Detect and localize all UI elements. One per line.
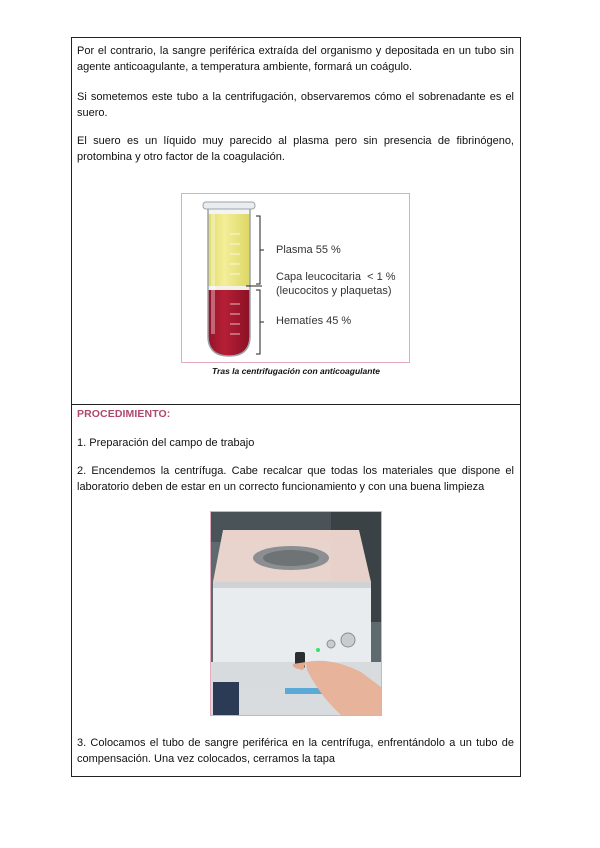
centrifuge-illustration xyxy=(211,512,381,715)
table-row-divider xyxy=(72,404,520,405)
red-cells-label: Hematíes 45 % xyxy=(276,315,352,327)
centrifuged-tube-figure xyxy=(181,193,410,363)
buffy-coat-label xyxy=(276,271,396,284)
figure-caption: Tras la centrifugación con anticoagulante xyxy=(212,366,380,376)
keyboard xyxy=(213,682,239,715)
buffy-coat-name: Capa leucocitaria xyxy=(276,271,361,283)
paragraph-plasma: El suero es un líquido muy parecido al plasma pero sin presencia de fibrinógeno, protombina y otro factor de la coagulación. xyxy=(77,135,514,163)
paragraph-suero: Si sometemos este tubo a la centrifugación, observaremos cómo el sobrenadante es el suero. xyxy=(77,91,514,119)
content-table xyxy=(71,37,521,777)
step-2: 2. Encendemos la centrífuga. Cabe recalcar que todas los materiales que dispone el laboratorio deben de estar en un correcto funcionamiento y con una buena limpieza xyxy=(77,465,514,493)
centrifuge-photo xyxy=(210,511,382,716)
tube-rim xyxy=(203,202,255,209)
plasma-label: Plasma 55 % xyxy=(276,244,341,256)
buffy-coat-value: < 1 % xyxy=(367,271,396,283)
power-led xyxy=(316,648,320,652)
buffy-coat-sub-label: (leucocitos y plaquetas) xyxy=(276,285,392,297)
procedure-heading: PROCEDIMIENTO: xyxy=(77,408,171,420)
step-3: 3. Colocamos el tubo de sangre periférica en la centrífuga, enfrentándolo a un tubo de compensación. Una vez colocados, cerramos la tapa xyxy=(77,737,514,765)
timer-knob xyxy=(341,633,355,647)
step-1: 1. Preparación del campo de trabajo xyxy=(77,437,255,449)
glass-highlight xyxy=(211,214,215,334)
speed-knob xyxy=(327,640,335,648)
paragraph-coagulo: Por el contrario, la sangre periférica extraída del organismo y depositada en un tubo sin agente anticoagulante, a temperatura ambiente, formará un coágulo. xyxy=(77,45,514,73)
